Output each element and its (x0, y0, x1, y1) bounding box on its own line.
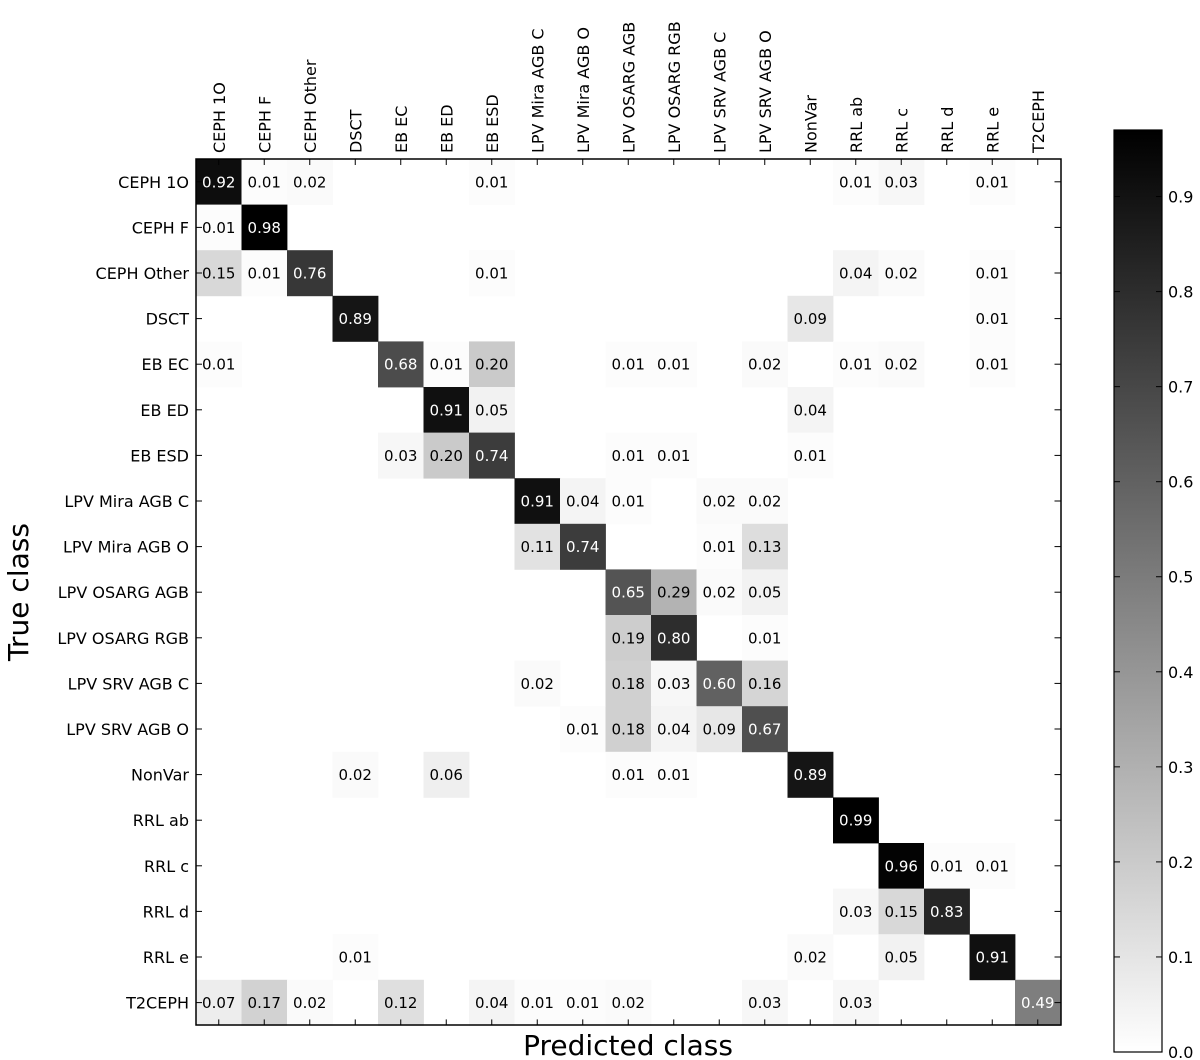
colorbar-tick-label: 0.8 (1168, 282, 1194, 302)
cell-value-label: 0.05 (475, 401, 509, 420)
cell-value-label: 0.01 (975, 355, 1009, 374)
y-tick-label: LPV OSARG AGB (57, 583, 189, 603)
cell-value-label: 0.01 (520, 994, 554, 1013)
cell-value-label: 0.03 (657, 674, 691, 693)
cell-value-label: 0.02 (520, 674, 554, 693)
cell-value-label: 0.01 (657, 355, 691, 374)
y-tick-label: NonVar (131, 765, 189, 785)
y-tick-label: RRL e (142, 948, 189, 967)
x-tick-label: EB ESD (482, 94, 502, 153)
colorbar-tick-label: 0.9 (1168, 187, 1194, 207)
cell-value-label: 0.04 (566, 492, 600, 511)
x-tick-label: RRL e (983, 106, 1003, 153)
cell-value-label: 0.01 (611, 766, 645, 785)
y-tick-label: LPV SRV AGB C (67, 674, 189, 694)
cell-value-label: 0.74 (566, 538, 600, 557)
cell-value-label: 0.91 (975, 948, 1009, 967)
cell-value-label: 0.02 (748, 492, 782, 511)
cell-value-label: 0.03 (884, 173, 918, 192)
x-tick-label: LPV Mira AGB C (528, 28, 548, 153)
x-tick-label: LPV OSARG RGB (664, 21, 684, 153)
cell-value-label: 0.05 (748, 583, 782, 602)
cell-value-label: 0.01 (247, 264, 281, 283)
cell-value-label: 0.02 (884, 355, 918, 374)
cell-value-label: 0.68 (384, 355, 418, 374)
y-tick-label: T2CEPH (126, 993, 189, 1013)
x-tick-labels (210, 21, 1048, 154)
cell-value-label: 0.01 (657, 446, 691, 465)
cell-value-label: 0.01 (839, 173, 873, 192)
cell-value-label: 0.01 (611, 446, 645, 465)
cell-value-label: 0.01 (975, 857, 1009, 876)
x-tick-label: CEPH 1O (209, 82, 229, 153)
x-tick-label: RRL d (937, 106, 957, 153)
y-tick-label: EB ED (140, 400, 189, 420)
cell-value-label: 0.89 (793, 766, 827, 785)
cell-value-label: 0.01 (566, 994, 600, 1013)
y-tick-label: LPV SRV AGB O (66, 720, 189, 739)
cell-value-label: 0.80 (657, 629, 691, 648)
x-tick-label: CEPH Other (300, 59, 320, 153)
colorbar-tick-label: 0.2 (1168, 852, 1194, 872)
cell-value-label: 0.13 (748, 538, 782, 557)
cell-value-label: 0.02 (884, 264, 918, 283)
cell-value-label: 0.91 (429, 401, 463, 420)
cell-value-label: 0.92 (202, 173, 236, 192)
colorbar-tick-label: 0.5 (1168, 567, 1194, 587)
x-tick-label: RRL ab (846, 96, 866, 153)
colorbar-tick-label: 0.4 (1168, 662, 1194, 682)
cell-value-label: 0.89 (338, 310, 372, 329)
x-tick-label: LPV SRV AGB O (755, 30, 775, 153)
cell-value-label: 0.01 (475, 264, 509, 283)
cell-value-label: 0.03 (384, 446, 418, 465)
x-tick-label: CEPH F (255, 95, 275, 153)
cell-value-label: 0.01 (202, 218, 236, 237)
cell-value-label: 0.06 (429, 766, 463, 785)
cell-value-label: 0.01 (429, 355, 463, 374)
cell-value-label: 0.04 (839, 264, 873, 283)
cell-value-label: 0.83 (930, 902, 964, 921)
cell-value-label: 0.05 (884, 948, 918, 967)
colorbar-tick-label: 0.7 (1168, 377, 1194, 397)
cell-value-label: 0.02 (611, 994, 645, 1013)
cell-value-label: 0.01 (611, 492, 645, 511)
cell-value-label: 0.01 (839, 355, 873, 374)
cell-value-label: 0.02 (702, 583, 736, 602)
x-tick-label: LPV SRV AGB C (710, 31, 730, 153)
y-tick-label: RRL ab (132, 811, 189, 831)
cell-value-label: 0.09 (793, 310, 827, 329)
cell-value-label: 0.02 (293, 994, 327, 1013)
cell-value-label: 0.01 (475, 173, 509, 192)
y-tick-label: CEPH Other (95, 264, 189, 283)
y-tick-label: RRL d (142, 902, 189, 922)
cell-value-label: 0.49 (1021, 994, 1055, 1013)
cell-value-label: 0.02 (748, 355, 782, 374)
x-tick-label: EB EC (391, 105, 411, 153)
cell-value-label: 0.01 (338, 948, 372, 967)
cell-value-label: 0.19 (611, 629, 645, 648)
cell-value-label: 0.01 (975, 173, 1009, 192)
cell-value-label: 0.11 (520, 538, 554, 557)
cell-value-label: 0.99 (839, 811, 873, 830)
cell-value-label: 0.29 (657, 583, 691, 602)
y-tick-labels (57, 173, 189, 1013)
cell-value-label: 0.01 (702, 538, 736, 557)
cell-value-label: 0.03 (839, 902, 873, 921)
x-tick-label: LPV OSARG AGB (619, 21, 639, 153)
cell-value-label: 0.91 (520, 492, 554, 511)
cell-value-label: 0.17 (247, 994, 281, 1013)
colorbar-tick-label: 0.0 (1168, 1043, 1194, 1060)
cell-value-label: 0.98 (247, 218, 281, 237)
cell-value-label: 0.04 (475, 994, 509, 1013)
cell-value-label: 0.07 (202, 994, 236, 1013)
cell-value-label: 0.01 (975, 310, 1009, 329)
y-tick-label: RRL c (143, 856, 189, 876)
y-tick-label: EB ESD (130, 446, 189, 466)
y-tick-label: CEPH 1O (118, 172, 189, 192)
cell-value-label: 0.01 (566, 720, 600, 739)
cell-value-label: 0.15 (884, 902, 918, 921)
cell-value-label: 0.15 (202, 264, 236, 283)
cell-value-label: 0.01 (793, 446, 827, 465)
cell-value-label: 0.18 (611, 720, 645, 739)
cell-value-label: 0.03 (839, 994, 873, 1013)
y-tick-label: LPV Mira AGB C (64, 492, 189, 511)
colorbar-tick-label: 0.3 (1168, 757, 1194, 777)
cell-value-label: 0.20 (475, 355, 509, 374)
cell-value-label: 0.02 (702, 492, 736, 511)
cell-value-label: 0.20 (429, 446, 463, 465)
cell-value-label: 0.60 (702, 674, 736, 693)
y-axis-title: True class (2, 523, 35, 661)
cell-value-label: 0.01 (748, 629, 782, 648)
colorbar-tick-label: 0.1 (1168, 947, 1194, 967)
y-tick-label: CEPH F (131, 218, 189, 238)
x-tick-label: RRL c (892, 107, 912, 153)
cell-value-label: 0.96 (884, 857, 918, 876)
cell-value-label: 0.01 (611, 355, 645, 374)
cell-value-label: 0.12 (384, 994, 418, 1013)
y-tick-label: LPV Mira AGB O (62, 537, 189, 557)
cell-value-label: 0.76 (293, 264, 327, 283)
y-tick-label: LPV OSARG RGB (57, 628, 189, 648)
cell-value-label: 0.02 (793, 948, 827, 967)
cell-value-label: 0.65 (611, 583, 645, 602)
cell-value-label: 0.16 (748, 674, 782, 693)
colorbar-gradient (1114, 130, 1162, 1052)
colorbar (1114, 130, 1193, 1060)
cell-value-label: 0.02 (293, 173, 327, 192)
colorbar-tick-label: 0.6 (1168, 472, 1194, 492)
cell-value-label: 0.01 (247, 173, 281, 192)
cell-value-label: 0.01 (202, 355, 236, 374)
cell-value-label: 0.01 (975, 264, 1009, 283)
x-tick-label: NonVar (801, 95, 821, 153)
cell-value-label: 0.01 (657, 766, 691, 785)
cell-value-label: 0.01 (930, 857, 964, 876)
cell-value-label: 0.74 (475, 446, 509, 465)
x-tick-label: DSCT (346, 109, 366, 153)
cell-value-label: 0.03 (748, 994, 782, 1013)
cell-value-label: 0.02 (338, 766, 372, 785)
cell-value-label: 0.09 (702, 720, 736, 739)
cell-value-label: 0.04 (793, 401, 827, 420)
cell-value-label: 0.04 (657, 720, 691, 739)
x-tick-label: LPV Mira AGB O (573, 26, 593, 153)
y-tick-label: DSCT (145, 309, 189, 329)
x-tick-label: EB ED (437, 104, 457, 153)
cell-value-label: 0.18 (611, 674, 645, 693)
y-tick-label: EB EC (141, 355, 189, 375)
x-axis-title: Predicted class (523, 1029, 733, 1060)
cell-value-label: 0.67 (748, 720, 782, 739)
x-tick-label: T2CEPH (1028, 90, 1048, 153)
